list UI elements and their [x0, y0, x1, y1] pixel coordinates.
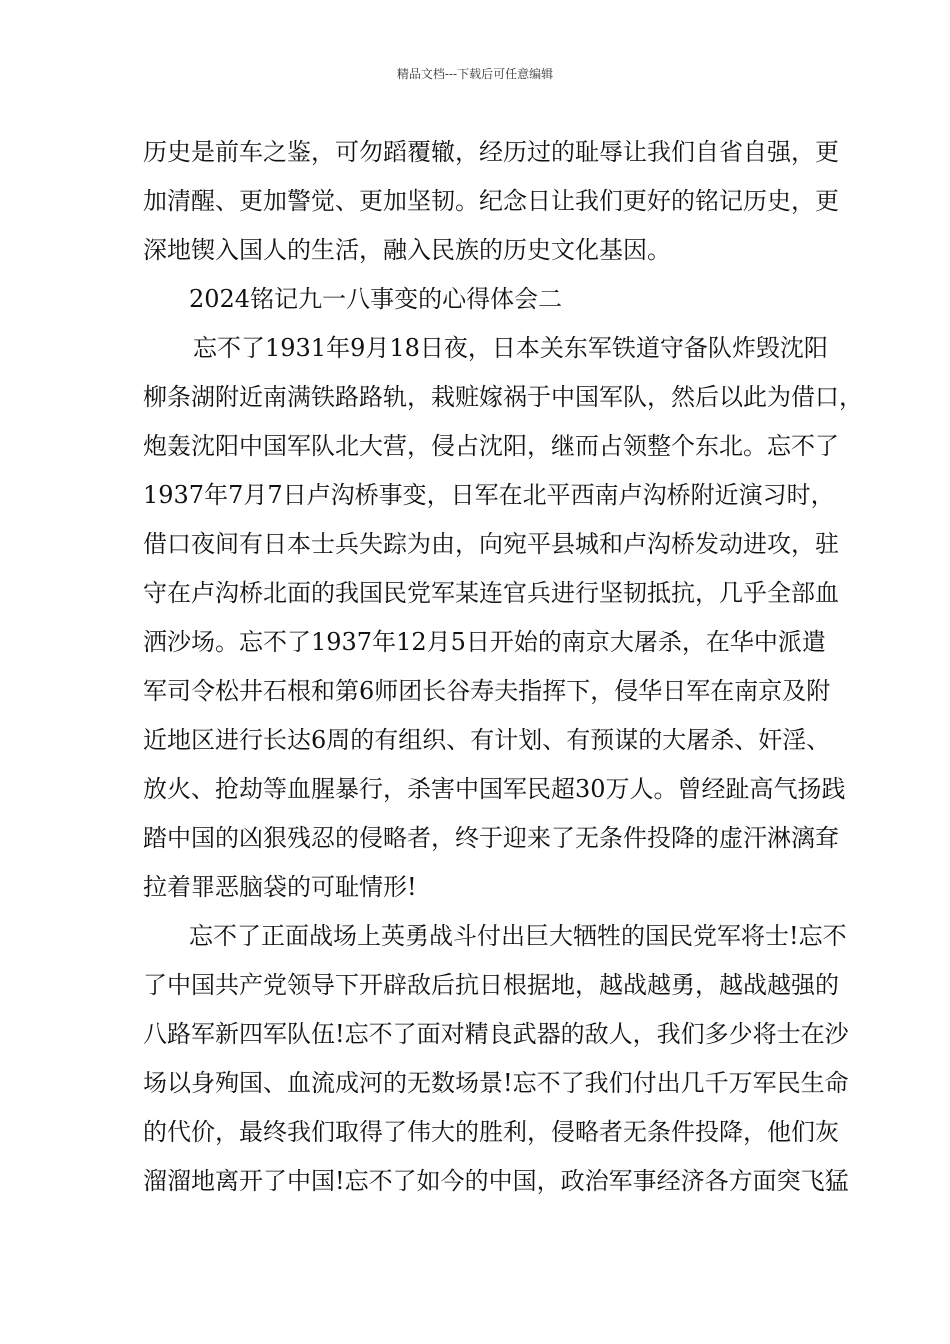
text-line: 借口夜间有日本士兵失踪为由，向宛平县城和卢沟桥发动进攻，驻 — [143, 530, 839, 558]
text-line: 的代价，最终我们取得了伟大的胜利，侵略者无条件投降，他们灰 — [143, 1118, 839, 1146]
text-line: 军司令松井石根和第6师团长谷寿夫指挥下，侵华日军在南京及附 — [143, 677, 831, 705]
text-line: 了中国共产党领导下开辟敌后抗日根据地，越战越勇，越战越强的 — [143, 971, 839, 999]
text-line: 溜溜地离开了中国!忘不了如今的中国，政治军事经济各方面突飞猛 — [143, 1167, 849, 1195]
text-line: 忘不了1931年9月18日夜，日本关东军铁道守备队炸毁沈阳 — [193, 334, 828, 362]
text-line: 洒沙场。忘不了1937年12月5日开始的南京大屠杀，在华中派遣 — [143, 628, 826, 656]
document-body — [143, 128, 863, 1206]
text-line: 历史是前车之鉴，可勿蹈覆辙，经历过的耻辱让我们自省自强，更 — [143, 138, 839, 166]
text-line: 忘不了正面战场上英勇战斗付出巨大牺牲的国民党军将士!忘不 — [189, 922, 847, 950]
text-line: 1937年7月7日卢沟桥事变，日军在北平西南卢沟桥附近演习时， — [143, 481, 835, 509]
paragraph-2 — [143, 324, 863, 912]
text-line: 近地区进行长达6周的有组织、有计划、有预谋的大屠杀、奸淫、 — [143, 726, 831, 754]
text-line: 炮轰沈阳中国军队北大营，侵占沈阳，继而占领整个东北。忘不了 — [143, 432, 839, 460]
text-line: 柳条湖附近南满铁路路轨，栽赃嫁祸于中国军队，然后以此为借口， — [143, 383, 863, 411]
text-line: 守在卢沟桥北面的我国民党军某连官兵进行坚韧抵抗，几乎全部血 — [143, 579, 839, 607]
text-line: 八路军新四军队伍!忘不了面对精良武器的敌人，我们多少将士在沙 — [143, 1020, 849, 1048]
paragraph-1 — [143, 128, 839, 275]
paragraph-3 — [143, 912, 849, 1206]
page-header: 精品文档---下载后可任意编辑 — [396, 67, 554, 81]
heading-line: 2024铭记九一八事变的心得体会二 — [189, 285, 563, 313]
text-line: 加清醒、更加警觉、更加坚韧。纪念日让我们更好的铭记历史，更 — [143, 187, 839, 215]
text-line: 放火、抢劫等血腥暴行，杀害中国军民超30万人。曾经趾高气扬践 — [143, 775, 846, 803]
text-line: 场以身殉国、血流成河的无数场景!忘不了我们付出几千万军民生命 — [143, 1069, 849, 1097]
text-line: 踏中国的凶狠残忍的侵略者，终于迎来了无条件投降的虚汗淋漓耷 — [143, 824, 839, 852]
text-line: 拉着罪恶脑袋的可耻情形! — [143, 873, 417, 901]
section-heading — [143, 275, 813, 324]
text-line: 深地锲入国人的生活，融入民族的历史文化基因。 — [143, 236, 671, 264]
